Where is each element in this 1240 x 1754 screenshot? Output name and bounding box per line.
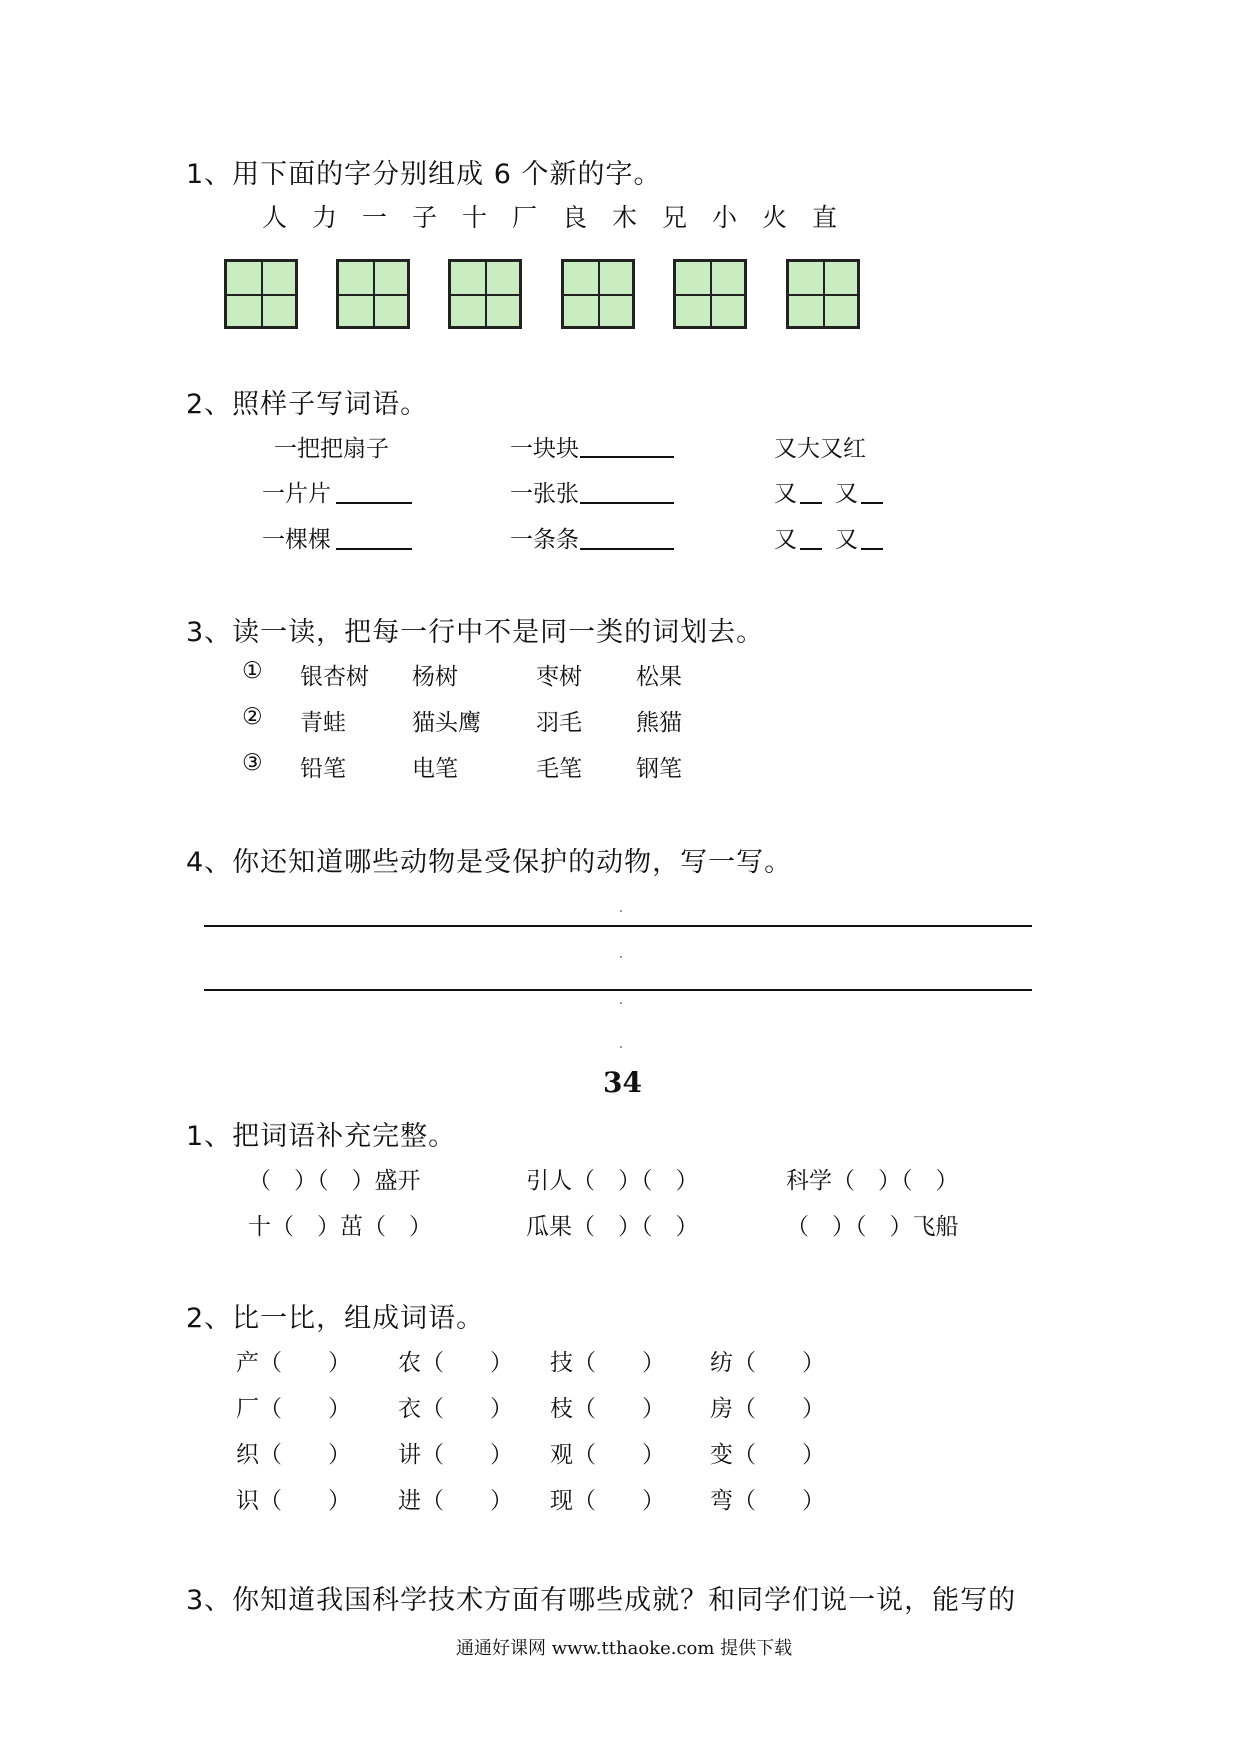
row-number: ① (242, 658, 263, 684)
divider-dot (620, 910, 622, 912)
char: 人 (262, 203, 288, 232)
example-word: 又大又红 (774, 436, 866, 462)
answer-blank[interactable] (580, 548, 674, 550)
answer-blank[interactable] (861, 502, 883, 504)
word-stem: 一棵棵 (262, 527, 331, 553)
word[interactable]: 银杏树 (300, 664, 369, 690)
word[interactable]: 松果 (636, 664, 682, 690)
fill-item[interactable]: （ ）（ ）盛开 (248, 1168, 421, 1194)
divider-dot (620, 1002, 622, 1004)
compare-item[interactable]: 产（ ） (236, 1350, 351, 1376)
answer-blank[interactable] (580, 456, 674, 458)
word[interactable]: 杨树 (412, 664, 458, 690)
compare-item[interactable]: 观（ ） (550, 1442, 665, 1468)
compare-item[interactable]: 织（ ） (236, 1442, 351, 1468)
fill-item[interactable]: 引人（ ）（ ） (526, 1168, 699, 1194)
compare-item[interactable]: 房（ ） (710, 1396, 825, 1422)
char: 兄 (662, 203, 688, 232)
answer-blank[interactable] (336, 502, 412, 504)
compare-item[interactable]: 识（ ） (236, 1488, 351, 1514)
divider-dot (620, 1046, 622, 1048)
q4-title: 4、你还知道哪些动物是受保护的动物，写一写。 (186, 847, 793, 878)
char: 十 (462, 203, 488, 232)
word[interactable]: 毛笔 (536, 756, 582, 782)
s2-q3-title: 3、你知道我国科学技术方面有哪些成就？和同学们说一说，能写的 (186, 1585, 1017, 1616)
char: 木 (612, 203, 638, 232)
answer-blank[interactable] (800, 548, 822, 550)
word-stem: 又 (774, 481, 797, 507)
section-number: 34 (603, 1066, 642, 1099)
writing-grid-2[interactable] (336, 259, 410, 329)
writing-grid-4[interactable] (561, 259, 635, 329)
compare-item[interactable]: 枝（ ） (550, 1396, 665, 1422)
writing-grid-5[interactable] (673, 259, 747, 329)
compare-item[interactable]: 厂（ ） (236, 1396, 351, 1422)
compare-item[interactable]: 变（ ） (710, 1442, 825, 1468)
word[interactable]: 铅笔 (300, 756, 346, 782)
writing-line[interactable] (204, 989, 1032, 991)
fill-item[interactable]: 十（ ）茁（ ） (248, 1214, 432, 1240)
word[interactable]: 猫头鹰 (412, 710, 481, 736)
q2-title: 2、照样子写词语。 (186, 389, 429, 420)
s2-q2-title: 2、比一比，组成词语。 (186, 1303, 485, 1334)
char: 子 (412, 203, 438, 232)
writing-grid-1[interactable] (224, 259, 298, 329)
char: 小 (712, 203, 738, 232)
word-stem: 又 (835, 481, 858, 507)
footer-credit: 通通好课网 www.tthaoke.com 提供下载 (456, 1638, 793, 1659)
compare-item[interactable]: 进（ ） (398, 1488, 513, 1514)
word[interactable]: 羽毛 (536, 710, 582, 736)
compare-item[interactable]: 农（ ） (398, 1350, 513, 1376)
answer-blank[interactable] (861, 548, 883, 550)
answer-blank[interactable] (336, 548, 412, 550)
word[interactable]: 青蛙 (300, 710, 346, 736)
char: 良 (562, 203, 588, 232)
row-number: ③ (242, 750, 263, 776)
fill-item[interactable]: 科学（ ）（ ） (786, 1168, 959, 1194)
writing-grid-3[interactable] (448, 259, 522, 329)
writing-line[interactable] (204, 925, 1032, 927)
writing-grid-6[interactable] (786, 259, 860, 329)
fill-item[interactable]: （ ）（ ）飞船 (786, 1214, 959, 1240)
word-stem: 一条条 (510, 527, 579, 553)
compare-item[interactable]: 衣（ ） (398, 1396, 513, 1422)
word-stem: 又 (774, 527, 797, 553)
q3-title: 3、读一读，把每一行中不是同一类的词划去。 (186, 617, 765, 648)
answer-blank[interactable] (580, 502, 674, 504)
answer-blank[interactable] (800, 502, 822, 504)
char: 直 (812, 203, 838, 232)
compare-item[interactable]: 技（ ） (550, 1350, 665, 1376)
char: 厂 (512, 203, 538, 232)
char: 力 (312, 203, 338, 232)
word-stem: 一张张 (510, 481, 579, 507)
word[interactable]: 熊猫 (636, 710, 682, 736)
char: 一 (362, 203, 388, 232)
fill-item[interactable]: 瓜果（ ）（ ） (526, 1214, 699, 1240)
char: 火 (762, 203, 788, 232)
word[interactable]: 电笔 (412, 756, 458, 782)
divider-dot (620, 956, 622, 958)
word-stem: 一片片 (262, 481, 331, 507)
s2-q1-title: 1、把词语补充完整。 (186, 1121, 457, 1152)
word[interactable]: 枣树 (536, 664, 582, 690)
compare-item[interactable]: 纺（ ） (710, 1350, 825, 1376)
example-word: 一把把扇子 (274, 436, 389, 462)
compare-item[interactable]: 讲（ ） (398, 1442, 513, 1468)
word[interactable]: 钢笔 (636, 756, 682, 782)
word-stem: 一块块 (510, 436, 579, 462)
row-number: ② (242, 704, 263, 730)
q1-title: 1、用下面的字分别组成 6 个新的字。 (186, 159, 662, 190)
compare-item[interactable]: 弯（ ） (710, 1488, 825, 1514)
word-stem: 又 (835, 527, 858, 553)
compare-item[interactable]: 现（ ） (550, 1488, 665, 1514)
